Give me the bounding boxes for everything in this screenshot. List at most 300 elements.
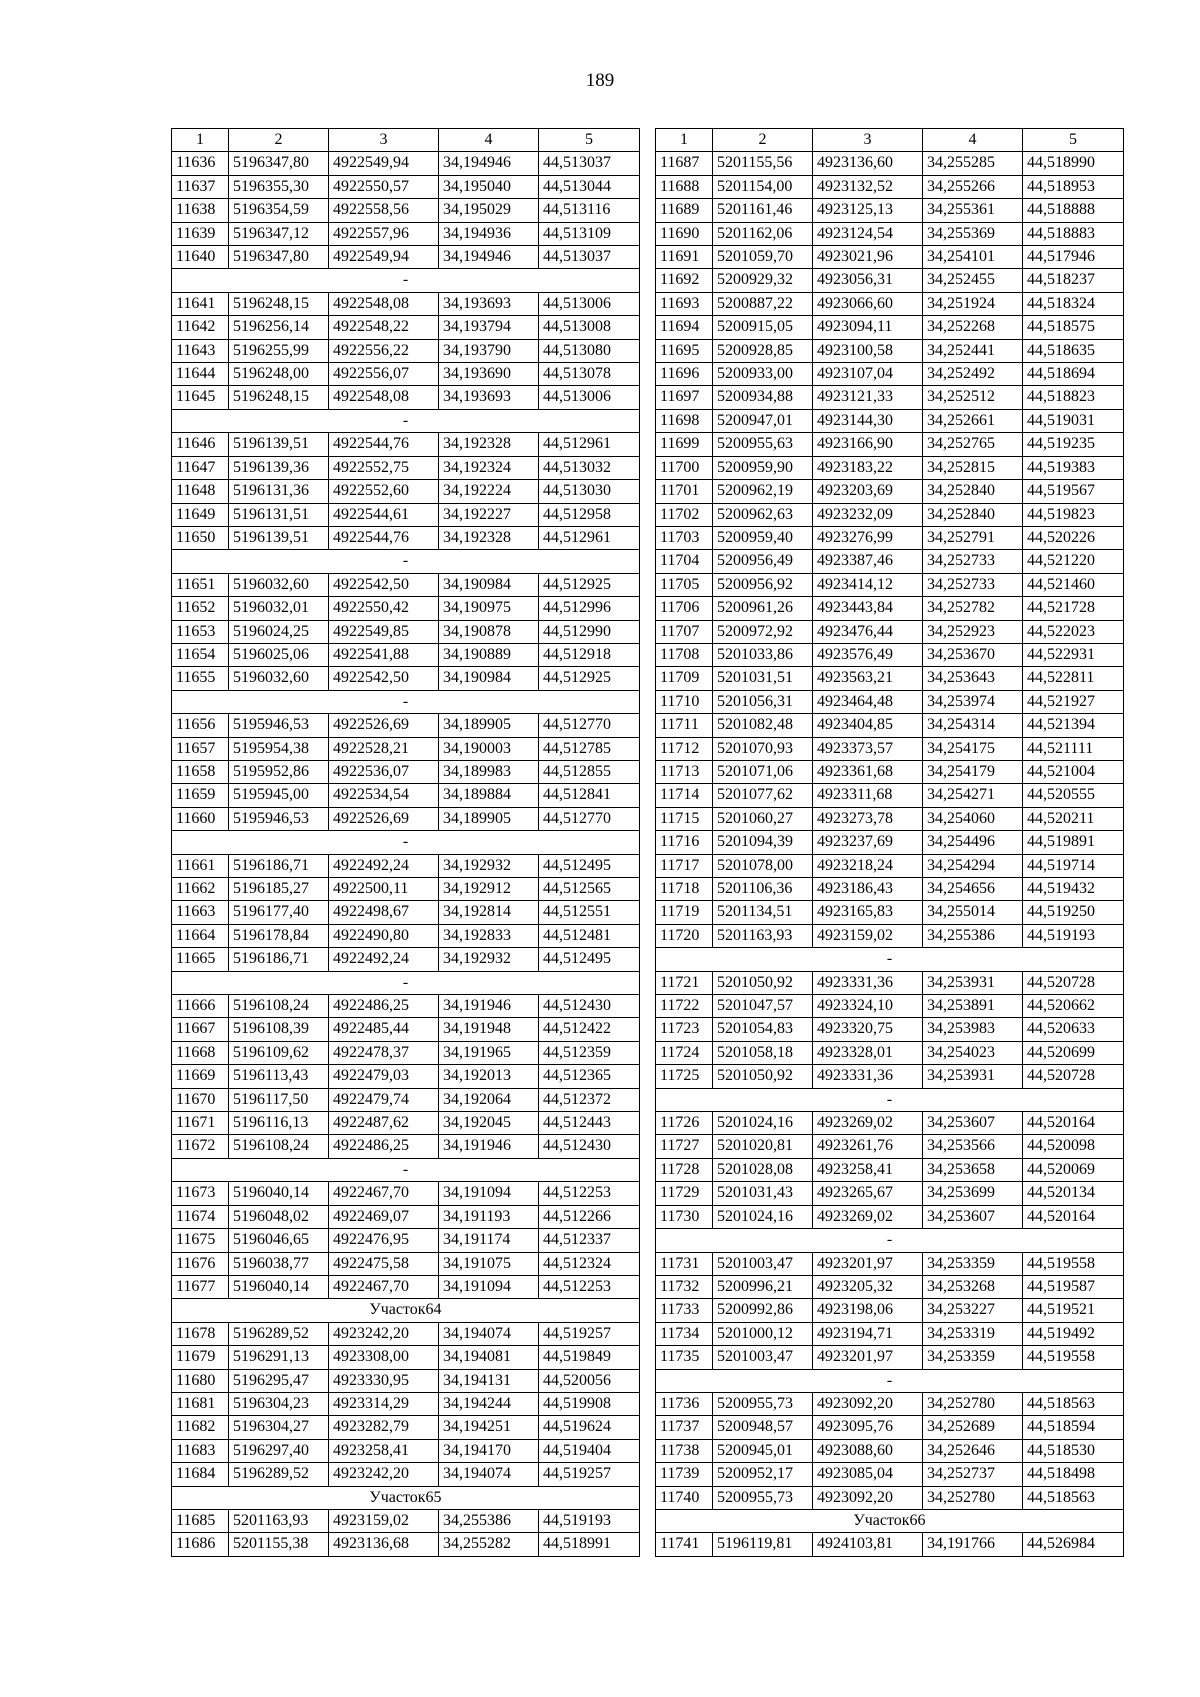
x-coordinate-cell: 5196038,77 bbox=[229, 1252, 329, 1275]
table-header-row bbox=[656, 129, 1124, 152]
latitude-cell: 44,520633 bbox=[1023, 1018, 1124, 1041]
y-coordinate-cell: 4922542,50 bbox=[329, 573, 439, 596]
table-row bbox=[656, 643, 1124, 666]
longitude-cell: 34,255386 bbox=[439, 1509, 539, 1532]
latitude-cell: 44,518237 bbox=[1023, 269, 1124, 292]
latitude-cell: 44,512266 bbox=[539, 1205, 640, 1228]
longitude-cell: 34,195040 bbox=[439, 175, 539, 198]
latitude-cell: 44,518990 bbox=[1023, 152, 1124, 175]
x-coordinate-cell: 5201050,92 bbox=[713, 1065, 813, 1088]
point-number-cell: 11706 bbox=[656, 597, 713, 620]
table-row bbox=[172, 1112, 640, 1135]
longitude-cell: 34,193693 bbox=[439, 292, 539, 315]
point-number-cell: 11689 bbox=[656, 199, 713, 222]
table-row bbox=[656, 433, 1124, 456]
section-label: - bbox=[172, 409, 640, 432]
x-coordinate-cell: 5200955,73 bbox=[713, 1486, 813, 1509]
y-coordinate-cell: 4923265,67 bbox=[813, 1182, 923, 1205]
table-row bbox=[172, 1182, 640, 1205]
longitude-cell: 34,254023 bbox=[923, 1041, 1023, 1064]
table-row bbox=[172, 1392, 640, 1415]
x-coordinate-cell: 5196347,12 bbox=[229, 222, 329, 245]
longitude-cell: 34,194244 bbox=[439, 1392, 539, 1415]
point-number-cell: 11729 bbox=[656, 1182, 713, 1205]
table-row bbox=[656, 503, 1124, 526]
x-coordinate-cell: 5196185,27 bbox=[229, 878, 329, 901]
latitude-cell: 44,522811 bbox=[1023, 667, 1124, 690]
table-row bbox=[656, 1018, 1124, 1041]
longitude-cell: 34,193794 bbox=[439, 316, 539, 339]
x-coordinate-cell: 5201060,27 bbox=[713, 807, 813, 830]
longitude-cell: 34,193690 bbox=[439, 363, 539, 386]
table-row bbox=[172, 901, 640, 924]
latitude-cell: 44,512422 bbox=[539, 1018, 640, 1041]
table-row bbox=[172, 667, 640, 690]
y-coordinate-cell: 4923414,12 bbox=[813, 573, 923, 596]
point-number-cell: 11694 bbox=[656, 316, 713, 339]
longitude-cell: 34,253974 bbox=[923, 690, 1023, 713]
latitude-cell: 44,512918 bbox=[539, 643, 640, 666]
point-number-cell: 11677 bbox=[172, 1275, 229, 1298]
latitude-cell: 44,518953 bbox=[1023, 175, 1124, 198]
y-coordinate-cell: 4923205,32 bbox=[813, 1275, 923, 1298]
y-coordinate-cell: 4922549,94 bbox=[329, 152, 439, 175]
y-coordinate-cell: 4923308,00 bbox=[329, 1346, 439, 1369]
latitude-cell: 44,520056 bbox=[539, 1369, 640, 1392]
longitude-cell: 34,252441 bbox=[923, 339, 1023, 362]
point-number-cell: 11707 bbox=[656, 620, 713, 643]
latitude-cell: 44,512443 bbox=[539, 1112, 640, 1135]
table-row bbox=[656, 995, 1124, 1018]
longitude-cell: 34,253227 bbox=[923, 1299, 1023, 1322]
separator-row bbox=[172, 1299, 640, 1322]
latitude-cell: 44,519031 bbox=[1023, 409, 1124, 432]
y-coordinate-cell: 4923330,95 bbox=[329, 1369, 439, 1392]
table-row bbox=[656, 573, 1124, 596]
table-row bbox=[656, 1533, 1124, 1556]
longitude-cell: 34,252268 bbox=[923, 316, 1023, 339]
y-coordinate-cell: 4922528,21 bbox=[329, 737, 439, 760]
table-row bbox=[172, 948, 640, 971]
x-coordinate-cell: 5196119,81 bbox=[713, 1533, 813, 1556]
latitude-cell: 44,520728 bbox=[1023, 1065, 1124, 1088]
longitude-cell: 34,254179 bbox=[923, 760, 1023, 783]
point-number-cell: 11690 bbox=[656, 222, 713, 245]
y-coordinate-cell: 4922490,80 bbox=[329, 924, 439, 947]
x-coordinate-cell: 5196117,50 bbox=[229, 1088, 329, 1111]
table-row bbox=[656, 1065, 1124, 1088]
latitude-cell: 44,512481 bbox=[539, 924, 640, 947]
latitude-cell: 44,513006 bbox=[539, 292, 640, 315]
table-row bbox=[656, 667, 1124, 690]
point-number-cell: 11638 bbox=[172, 199, 229, 222]
y-coordinate-cell: 4923088,60 bbox=[813, 1439, 923, 1462]
point-number-cell: 11670 bbox=[172, 1088, 229, 1111]
point-number-cell: 11641 bbox=[172, 292, 229, 315]
latitude-cell: 44,513032 bbox=[539, 456, 640, 479]
x-coordinate-cell: 5200962,63 bbox=[713, 503, 813, 526]
point-number-cell: 11665 bbox=[172, 948, 229, 971]
y-coordinate-cell: 4922486,25 bbox=[329, 995, 439, 1018]
x-coordinate-cell: 5200959,40 bbox=[713, 526, 813, 549]
y-coordinate-cell: 4923166,90 bbox=[813, 433, 923, 456]
table-row bbox=[656, 222, 1124, 245]
table-row bbox=[656, 737, 1124, 760]
point-number-cell: 11656 bbox=[172, 714, 229, 737]
longitude-cell: 34,253931 bbox=[923, 971, 1023, 994]
y-coordinate-cell: 4922467,70 bbox=[329, 1182, 439, 1205]
point-number-cell: 11639 bbox=[172, 222, 229, 245]
latitude-cell: 44,520069 bbox=[1023, 1158, 1124, 1181]
x-coordinate-cell: 5201056,31 bbox=[713, 690, 813, 713]
latitude-cell: 44,512253 bbox=[539, 1182, 640, 1205]
y-coordinate-cell: 4923282,79 bbox=[329, 1416, 439, 1439]
x-coordinate-cell: 5200959,90 bbox=[713, 456, 813, 479]
table-row bbox=[172, 1018, 640, 1041]
x-coordinate-cell: 5201163,93 bbox=[713, 924, 813, 947]
x-coordinate-cell: 5201024,16 bbox=[713, 1205, 813, 1228]
y-coordinate-cell: 4923094,11 bbox=[813, 316, 923, 339]
y-coordinate-cell: 4923320,75 bbox=[813, 1018, 923, 1041]
table-row bbox=[656, 1299, 1124, 1322]
longitude-cell: 34,254175 bbox=[923, 737, 1023, 760]
latitude-cell: 44,512430 bbox=[539, 1135, 640, 1158]
table-row bbox=[656, 1416, 1124, 1439]
x-coordinate-cell: 5196304,23 bbox=[229, 1392, 329, 1415]
longitude-cell: 34,253983 bbox=[923, 1018, 1023, 1041]
point-number-cell: 11723 bbox=[656, 1018, 713, 1041]
longitude-cell: 34,190878 bbox=[439, 620, 539, 643]
separator-row bbox=[172, 831, 640, 854]
table-row bbox=[172, 386, 640, 409]
y-coordinate-cell: 4922557,96 bbox=[329, 222, 439, 245]
longitude-cell: 34,253699 bbox=[923, 1182, 1023, 1205]
y-coordinate-cell: 4923404,85 bbox=[813, 714, 923, 737]
point-number-cell: 11654 bbox=[172, 643, 229, 666]
table-row bbox=[172, 1065, 640, 1088]
x-coordinate-cell: 5201161,46 bbox=[713, 199, 813, 222]
longitude-cell: 34,253566 bbox=[923, 1135, 1023, 1158]
y-coordinate-cell: 4923125,13 bbox=[813, 199, 923, 222]
longitude-cell: 34,189983 bbox=[439, 760, 539, 783]
y-coordinate-cell: 4922476,95 bbox=[329, 1229, 439, 1252]
longitude-cell: 34,194081 bbox=[439, 1346, 539, 1369]
x-coordinate-cell: 5200972,92 bbox=[713, 620, 813, 643]
table-row bbox=[656, 760, 1124, 783]
latitude-cell: 44,518498 bbox=[1023, 1463, 1124, 1486]
y-coordinate-cell: 4923201,97 bbox=[813, 1346, 923, 1369]
point-number-cell: 11682 bbox=[172, 1416, 229, 1439]
y-coordinate-cell: 4923261,76 bbox=[813, 1135, 923, 1158]
table-row bbox=[656, 714, 1124, 737]
y-coordinate-cell: 4923258,41 bbox=[813, 1158, 923, 1181]
table-row bbox=[656, 901, 1124, 924]
y-coordinate-cell: 4923328,01 bbox=[813, 1041, 923, 1064]
longitude-cell: 34,190003 bbox=[439, 737, 539, 760]
longitude-cell: 34,252923 bbox=[923, 620, 1023, 643]
table-row bbox=[172, 339, 640, 362]
x-coordinate-cell: 5196178,84 bbox=[229, 924, 329, 947]
table-row bbox=[172, 737, 640, 760]
y-coordinate-cell: 4923361,68 bbox=[813, 760, 923, 783]
point-number-cell: 11691 bbox=[656, 246, 713, 269]
longitude-cell: 34,252815 bbox=[923, 456, 1023, 479]
latitude-cell: 44,521004 bbox=[1023, 760, 1124, 783]
longitude-cell: 34,189884 bbox=[439, 784, 539, 807]
x-coordinate-cell: 5200947,01 bbox=[713, 409, 813, 432]
longitude-cell: 34,252689 bbox=[923, 1416, 1023, 1439]
y-coordinate-cell: 4923242,20 bbox=[329, 1322, 439, 1345]
table-row bbox=[172, 1041, 640, 1064]
x-coordinate-cell: 5201047,57 bbox=[713, 995, 813, 1018]
column-header: 3 bbox=[329, 129, 439, 152]
latitude-cell: 44,518563 bbox=[1023, 1392, 1124, 1415]
point-number-cell: 11726 bbox=[656, 1112, 713, 1135]
y-coordinate-cell: 4922485,44 bbox=[329, 1018, 439, 1041]
longitude-cell: 34,251924 bbox=[923, 292, 1023, 315]
x-coordinate-cell: 5196032,60 bbox=[229, 573, 329, 596]
x-coordinate-cell: 5196256,14 bbox=[229, 316, 329, 339]
point-number-cell: 11715 bbox=[656, 807, 713, 830]
table-row bbox=[656, 1041, 1124, 1064]
point-number-cell: 11718 bbox=[656, 878, 713, 901]
longitude-cell: 34,255282 bbox=[439, 1533, 539, 1556]
point-number-cell: 11704 bbox=[656, 550, 713, 573]
longitude-cell: 34,191094 bbox=[439, 1275, 539, 1298]
point-number-cell: 11686 bbox=[172, 1533, 229, 1556]
section-label: - bbox=[656, 948, 1124, 971]
x-coordinate-cell: 5201078,00 bbox=[713, 854, 813, 877]
table-row bbox=[656, 199, 1124, 222]
point-number-cell: 11701 bbox=[656, 480, 713, 503]
y-coordinate-cell: 4923563,21 bbox=[813, 667, 923, 690]
latitude-cell: 44,512359 bbox=[539, 1041, 640, 1064]
x-coordinate-cell: 5200956,92 bbox=[713, 573, 813, 596]
table-row bbox=[172, 714, 640, 737]
y-coordinate-cell: 4923201,97 bbox=[813, 1252, 923, 1275]
y-coordinate-cell: 4923218,24 bbox=[813, 854, 923, 877]
point-number-cell: 11699 bbox=[656, 433, 713, 456]
x-coordinate-cell: 5201163,93 bbox=[229, 1509, 329, 1532]
latitude-cell: 44,512785 bbox=[539, 737, 640, 760]
table-row bbox=[656, 1252, 1124, 1275]
point-number-cell: 11739 bbox=[656, 1463, 713, 1486]
longitude-cell: 34,192833 bbox=[439, 924, 539, 947]
longitude-cell: 34,254060 bbox=[923, 807, 1023, 830]
x-coordinate-cell: 5200933,00 bbox=[713, 363, 813, 386]
table-row bbox=[172, 1346, 640, 1369]
y-coordinate-cell: 4923159,02 bbox=[329, 1509, 439, 1532]
longitude-cell: 34,190889 bbox=[439, 643, 539, 666]
separator-row bbox=[656, 1369, 1124, 1392]
latitude-cell: 44,520098 bbox=[1023, 1135, 1124, 1158]
x-coordinate-cell: 5201020,81 bbox=[713, 1135, 813, 1158]
x-coordinate-cell: 5196295,47 bbox=[229, 1369, 329, 1392]
page-number: 189 bbox=[585, 70, 615, 91]
latitude-cell: 44,518324 bbox=[1023, 292, 1124, 315]
table-row bbox=[656, 246, 1124, 269]
latitude-cell: 44,520226 bbox=[1023, 526, 1124, 549]
y-coordinate-cell: 4923021,96 bbox=[813, 246, 923, 269]
latitude-cell: 44,517946 bbox=[1023, 246, 1124, 269]
y-coordinate-cell: 4923136,60 bbox=[813, 152, 923, 175]
longitude-cell: 34,194131 bbox=[439, 1369, 539, 1392]
point-number-cell: 11648 bbox=[172, 480, 229, 503]
latitude-cell: 44,512925 bbox=[539, 667, 640, 690]
x-coordinate-cell: 5196289,52 bbox=[229, 1322, 329, 1345]
x-coordinate-cell: 5196040,14 bbox=[229, 1182, 329, 1205]
y-coordinate-cell: 4922544,76 bbox=[329, 433, 439, 456]
table-row bbox=[172, 246, 640, 269]
table-row bbox=[172, 222, 640, 245]
latitude-cell: 44,519823 bbox=[1023, 503, 1124, 526]
x-coordinate-cell: 5196108,24 bbox=[229, 995, 329, 1018]
point-number-cell: 11734 bbox=[656, 1322, 713, 1345]
y-coordinate-cell: 4922479,03 bbox=[329, 1065, 439, 1088]
point-number-cell: 11712 bbox=[656, 737, 713, 760]
x-coordinate-cell: 5196248,15 bbox=[229, 292, 329, 315]
point-number-cell: 11735 bbox=[656, 1346, 713, 1369]
longitude-cell: 34,191174 bbox=[439, 1229, 539, 1252]
latitude-cell: 44,526984 bbox=[1023, 1533, 1124, 1556]
y-coordinate-cell: 4922526,69 bbox=[329, 807, 439, 830]
latitude-cell: 44,519257 bbox=[539, 1322, 640, 1345]
longitude-cell: 34,191075 bbox=[439, 1252, 539, 1275]
latitude-cell: 44,519558 bbox=[1023, 1346, 1124, 1369]
x-coordinate-cell: 5200956,49 bbox=[713, 550, 813, 573]
y-coordinate-cell: 4923100,58 bbox=[813, 339, 923, 362]
latitude-cell: 44,519404 bbox=[539, 1439, 640, 1462]
x-coordinate-cell: 5201082,48 bbox=[713, 714, 813, 737]
y-coordinate-cell: 4923092,20 bbox=[813, 1486, 923, 1509]
latitude-cell: 44,519193 bbox=[1023, 924, 1124, 947]
x-coordinate-cell: 5201003,47 bbox=[713, 1252, 813, 1275]
x-coordinate-cell: 5196186,71 bbox=[229, 854, 329, 877]
longitude-cell: 34,253359 bbox=[923, 1252, 1023, 1275]
longitude-cell: 34,189905 bbox=[439, 714, 539, 737]
x-coordinate-cell: 5200945,01 bbox=[713, 1439, 813, 1462]
longitude-cell: 34,254314 bbox=[923, 714, 1023, 737]
point-number-cell: 11725 bbox=[656, 1065, 713, 1088]
latitude-cell: 44,513078 bbox=[539, 363, 640, 386]
separator-row bbox=[172, 269, 640, 292]
latitude-cell: 44,519587 bbox=[1023, 1275, 1124, 1298]
y-coordinate-cell: 4923136,68 bbox=[329, 1533, 439, 1556]
y-coordinate-cell: 4922478,37 bbox=[329, 1041, 439, 1064]
latitude-cell: 44,520728 bbox=[1023, 971, 1124, 994]
y-coordinate-cell: 4923269,02 bbox=[813, 1205, 923, 1228]
table-row bbox=[656, 1392, 1124, 1415]
latitude-cell: 44,512961 bbox=[539, 433, 640, 456]
y-coordinate-cell: 4923198,06 bbox=[813, 1299, 923, 1322]
section-label: - bbox=[656, 1088, 1124, 1111]
x-coordinate-cell: 5196108,24 bbox=[229, 1135, 329, 1158]
x-coordinate-cell: 5196048,02 bbox=[229, 1205, 329, 1228]
table-row bbox=[172, 503, 640, 526]
latitude-cell: 44,522023 bbox=[1023, 620, 1124, 643]
x-coordinate-cell: 5201154,00 bbox=[713, 175, 813, 198]
y-coordinate-cell: 4922486,25 bbox=[329, 1135, 439, 1158]
point-number-cell: 11676 bbox=[172, 1252, 229, 1275]
point-number-cell: 11698 bbox=[656, 409, 713, 432]
point-number-cell: 11685 bbox=[172, 1509, 229, 1532]
section-label: Участок66 bbox=[656, 1509, 1124, 1532]
longitude-cell: 34,252733 bbox=[923, 550, 1023, 573]
table-row bbox=[172, 807, 640, 830]
longitude-cell: 34,192045 bbox=[439, 1112, 539, 1135]
point-number-cell: 11645 bbox=[172, 386, 229, 409]
latitude-cell: 44,521111 bbox=[1023, 737, 1124, 760]
y-coordinate-cell: 4922552,75 bbox=[329, 456, 439, 479]
y-coordinate-cell: 4922549,85 bbox=[329, 620, 439, 643]
x-coordinate-cell: 5201000,12 bbox=[713, 1322, 813, 1345]
x-coordinate-cell: 5201134,51 bbox=[713, 901, 813, 924]
point-number-cell: 11732 bbox=[656, 1275, 713, 1298]
y-coordinate-cell: 4923144,30 bbox=[813, 409, 923, 432]
point-number-cell: 11700 bbox=[656, 456, 713, 479]
table-row bbox=[656, 1205, 1124, 1228]
point-number-cell: 11649 bbox=[172, 503, 229, 526]
point-number-cell: 11737 bbox=[656, 1416, 713, 1439]
point-number-cell: 11658 bbox=[172, 760, 229, 783]
table-row bbox=[656, 807, 1124, 830]
x-coordinate-cell: 5201058,18 bbox=[713, 1041, 813, 1064]
x-coordinate-cell: 5196113,43 bbox=[229, 1065, 329, 1088]
latitude-cell: 44,518530 bbox=[1023, 1439, 1124, 1462]
section-label: - bbox=[172, 550, 640, 573]
table-row bbox=[172, 175, 640, 198]
y-coordinate-cell: 4923314,29 bbox=[329, 1392, 439, 1415]
point-number-cell: 11711 bbox=[656, 714, 713, 737]
latitude-cell: 44,512961 bbox=[539, 526, 640, 549]
latitude-cell: 44,512841 bbox=[539, 784, 640, 807]
y-coordinate-cell: 4923183,22 bbox=[813, 456, 923, 479]
latitude-cell: 44,520699 bbox=[1023, 1041, 1124, 1064]
longitude-cell: 34,254271 bbox=[923, 784, 1023, 807]
separator-row bbox=[656, 1088, 1124, 1111]
x-coordinate-cell: 5196186,71 bbox=[229, 948, 329, 971]
y-coordinate-cell: 4922558,56 bbox=[329, 199, 439, 222]
table-row bbox=[172, 363, 640, 386]
x-coordinate-cell: 5196139,51 bbox=[229, 433, 329, 456]
longitude-cell: 34,194251 bbox=[439, 1416, 539, 1439]
latitude-cell: 44,518635 bbox=[1023, 339, 1124, 362]
point-number-cell: 11663 bbox=[172, 901, 229, 924]
separator-row bbox=[656, 1509, 1124, 1532]
x-coordinate-cell: 5196347,80 bbox=[229, 152, 329, 175]
x-coordinate-cell: 5200934,88 bbox=[713, 386, 813, 409]
longitude-cell: 34,253607 bbox=[923, 1205, 1023, 1228]
y-coordinate-cell: 4923576,49 bbox=[813, 643, 923, 666]
latitude-cell: 44,519714 bbox=[1023, 854, 1124, 877]
x-coordinate-cell: 5196248,00 bbox=[229, 363, 329, 386]
x-coordinate-cell: 5196032,60 bbox=[229, 667, 329, 690]
latitude-cell: 44,521394 bbox=[1023, 714, 1124, 737]
longitude-cell: 34,191946 bbox=[439, 1135, 539, 1158]
y-coordinate-cell: 4923092,20 bbox=[813, 1392, 923, 1415]
longitude-cell: 34,255361 bbox=[923, 199, 1023, 222]
longitude-cell: 34,253643 bbox=[923, 667, 1023, 690]
section-label: - bbox=[172, 971, 640, 994]
table-row bbox=[656, 363, 1124, 386]
x-coordinate-cell: 5200992,86 bbox=[713, 1299, 813, 1322]
point-number-cell: 11714 bbox=[656, 784, 713, 807]
x-coordinate-cell: 5201003,47 bbox=[713, 1346, 813, 1369]
table-row bbox=[656, 878, 1124, 901]
table-row bbox=[656, 1275, 1124, 1298]
x-coordinate-cell: 5196177,40 bbox=[229, 901, 329, 924]
table-row bbox=[172, 1439, 640, 1462]
